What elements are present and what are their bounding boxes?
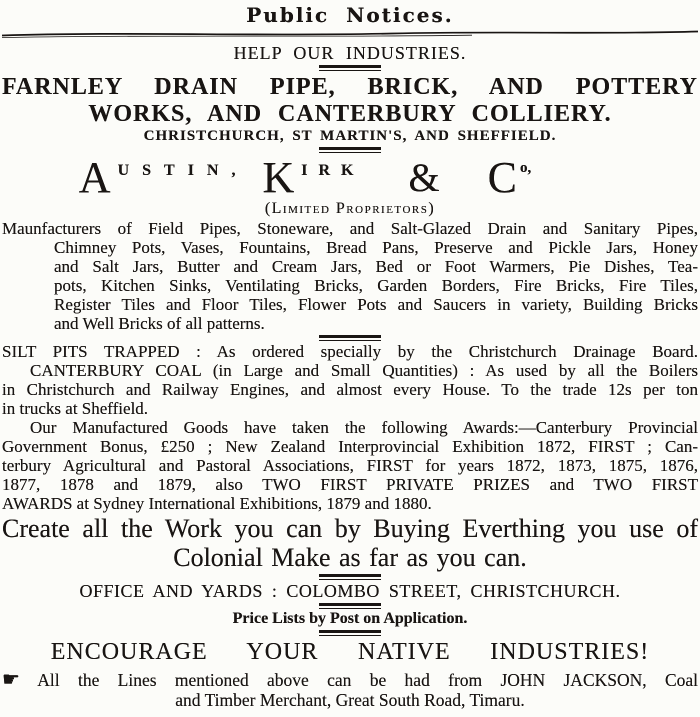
text-line: Register Tiles and Floor Tiles, Flower Pots and Saucers in variety, Building Bricks (54, 295, 698, 314)
price-lists-line: Price Lists by Post on Application. (232, 610, 468, 627)
text-line: Our Manufactured Goods have taken the following Awards:—Canterbury Provincial (30, 418, 698, 437)
slogan-line1: Create all the Work you can by Buying Everthing you use of (2, 514, 698, 543)
text-line: in Christchurch and Railway Engines, and almost every House. To the trade 12s per ton (2, 380, 698, 399)
divider-rule (319, 147, 381, 153)
text-line: SILT PITS TRAPPED : As ordered specially by the Christchurch Drainage Board. (2, 342, 698, 361)
text-line: 1877, 1878 and 1879, also TWO FIRST PRIVATE PRIZES and TWO FIRST (2, 475, 698, 494)
divider-rule (319, 65, 381, 71)
firm-initial-a: A (78, 153, 111, 202)
encourage-headline: ENCOURAGE YOUR NATIVE INDUSTRIES! (50, 639, 650, 665)
text-line: and Well Bricks of all patterns. (54, 314, 265, 333)
office-address-line: OFFICE AND YARDS : COLOMBO STREET, CHRISTCHURCH. (79, 581, 621, 601)
firm-name (2, 155, 698, 201)
text-line: Government Bonus, £250 ; New Zealand Interprovincial Exhibition 1872, FIRST ; Can- (2, 437, 698, 456)
silt-pits-paragraph (2, 342, 698, 361)
firm-letters-kirk: IRK (301, 162, 365, 179)
text-line: AWARDS at Sydney International Exhibitions, 1879 and 1880. (2, 494, 432, 513)
firm-initial-k: K (262, 153, 295, 202)
text-line: Maunfacturers of Field Pipes, Stoneware, and Salt-Glazed Drain and Sanitary Pipes, (2, 219, 698, 238)
section-heading-public-notices: Public Notices. (246, 3, 454, 27)
ad-title-line2: WORKS, AND CANTERBURY COLLIERY. (88, 101, 612, 127)
text-line: pots, Kitchen Sinks, Ventilating Bricks, Garden Borders, Fire Bricks, Fire Tiles, (54, 276, 698, 295)
divider-rule (319, 574, 381, 580)
firm-co-superscript: o, (519, 160, 532, 176)
firm-letters-austin: USTIN, (117, 162, 249, 179)
text-line: and Salt Jars, Butter and Cream Jars, Bed or Foot Warmers, Pie Dishes, Tea- (54, 257, 698, 276)
divider-rule (319, 630, 381, 636)
text-line: Chimney Pots, Vases, Fountains, Bread Pans, Preserve and Pickle Jars, Honey (54, 238, 698, 257)
ad-tagline: HELP OUR INDUSTRIES. (233, 43, 467, 63)
ad-locations: CHRISTCHURCH, ST MARTIN'S, AND SHEFFIELD. (143, 128, 557, 144)
text-line: terbury Agricultural and Pastoral Associations, FIRST for years 1872, 1873, 1875, 1876, (2, 456, 698, 475)
divider-rule (319, 335, 381, 341)
firm-ampersand: & (408, 155, 440, 200)
slogan-line2: Colonial Make as far as you can. (173, 543, 527, 572)
column-rule (2, 28, 698, 38)
closing-line1 (2, 669, 698, 690)
firm-initial-c: C (487, 153, 517, 202)
proprietors-line: (Limited Proprietors) (264, 200, 436, 217)
divider-rule (319, 603, 381, 609)
awards-paragraph (2, 418, 698, 513)
manicule-icon: ☛ (2, 667, 20, 691)
text-line: in trucks at Sheffield. (2, 399, 149, 418)
text-line: CANTERBURY COAL (in Large and Small Quantities) : As used by all the Boilers (30, 361, 698, 380)
manufacturers-paragraph (2, 219, 698, 333)
ad-title-line1: FARNLEY DRAIN PIPE, BRICK, AND POTTERY (2, 74, 698, 100)
closing-line2: and Timber Merchant, Great South Road, Timaru. (175, 690, 525, 710)
closing-text-line1: All the Lines mentioned above can be had from JOHN JACKSON, Coal (37, 670, 699, 690)
canterbury-coal-paragraph (2, 361, 698, 418)
